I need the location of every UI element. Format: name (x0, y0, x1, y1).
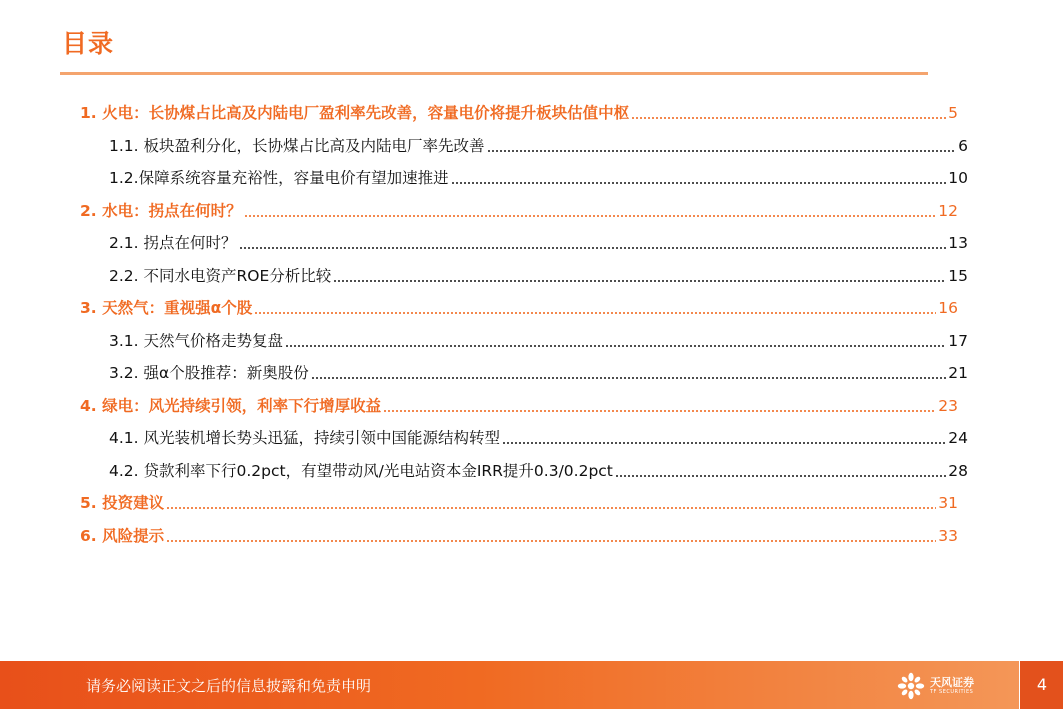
toc-entry-label: 3. 天然气：重视强α个股 (80, 299, 253, 317)
toc-entry-page: 6 (958, 136, 968, 155)
toc-entry-page: 23 (938, 396, 958, 415)
footer-bar (0, 661, 1063, 709)
toc-dot-leader (333, 264, 946, 288)
toc-entry-label: 2.2. 不同水电资产ROE分析比较 (109, 266, 332, 285)
toc-dot-leader (244, 199, 937, 223)
toc-entry-page: 28 (948, 461, 968, 480)
toc-section-entry[interactable] (80, 394, 958, 418)
toc-subsection-entry[interactable] (109, 134, 968, 158)
toc-subsection-entry[interactable] (109, 231, 968, 255)
toc-dot-leader (239, 231, 947, 255)
toc-entry-label: 4. 绿电：风光持续引领，利率下行增厚收益 (80, 396, 382, 415)
toc-dot-leader (451, 166, 947, 190)
company-logo (896, 669, 986, 703)
toc-entry-label: 4.1. 风光装机增长势头迅猛，持续引领中国能源结构转型 (109, 429, 501, 447)
toc-dot-leader (631, 101, 946, 125)
toc-entry-page: 15 (948, 266, 968, 285)
page-title: 目录 (62, 29, 115, 58)
toc-entry-label: 1. 火电：长协煤占比高及内陆电厂盈利率先改善，容量电价将提升板块估值中枢 (80, 104, 630, 122)
toc-section-entry[interactable] (80, 296, 958, 320)
toc-dot-leader (383, 394, 936, 418)
toc-section-entry[interactable] (80, 101, 958, 125)
toc-entry-page: 16 (938, 299, 958, 317)
toc-entry-page: 33 (938, 526, 958, 545)
toc-subsection-entry[interactable] (109, 264, 968, 288)
page-number-box (1019, 661, 1063, 709)
toc-section-entry[interactable] (80, 199, 958, 223)
toc-dot-leader (615, 459, 946, 483)
toc-subsection-entry[interactable] (109, 329, 968, 353)
logo-name-en: TF SECURITIES (930, 689, 974, 695)
toc-section-entry[interactable] (80, 491, 958, 515)
toc-entry-label: 6. 风险提示 (80, 526, 165, 545)
toc-entry-page: 24 (948, 429, 968, 447)
toc-entry-label: 5. 投资建议 (80, 494, 165, 512)
toc-entry-page: 31 (938, 494, 958, 512)
toc-entry-page: 17 (948, 331, 968, 350)
toc-dot-leader (487, 134, 957, 158)
toc-entry-page: 5 (948, 104, 958, 122)
tf-securities-logo-icon (896, 671, 926, 701)
page-number: 4 (1036, 675, 1048, 694)
toc-entry-label: 3.2. 强α个股推荐：新奥股份 (109, 364, 309, 382)
toc-entry-label: 1.2.保障系统容量充裕性，容量电价有望加速推进 (109, 169, 449, 187)
toc-dot-leader (311, 361, 947, 385)
toc-subsection-entry[interactable] (109, 166, 968, 190)
toc-subsection-entry[interactable] (109, 459, 968, 483)
toc-dot-leader (502, 426, 946, 450)
toc-section-entry[interactable] (80, 524, 958, 548)
toc-subsection-entry[interactable] (109, 361, 968, 385)
disclaimer-text: 请务必阅读正文之后的信息披露和免责申明 (86, 677, 372, 695)
toc-entry-page: 12 (938, 201, 958, 220)
toc-entry-label: 2. 水电：拐点在何时？ (80, 201, 242, 220)
toc-dot-leader (254, 296, 936, 320)
toc-entry-label: 1.1. 板块盈利分化，长协煤占比高及内陆电厂率先改善 (109, 136, 485, 155)
toc-entry-label: 2.1. 拐点在何时？ (109, 234, 237, 252)
toc-entry-label: 3.1. 天然气价格走势复盘 (109, 331, 284, 350)
toc-entry-page: 21 (948, 364, 968, 382)
toc-subsection-entry[interactable] (109, 426, 968, 450)
toc-dot-leader (166, 491, 936, 515)
toc-entry-page: 10 (948, 169, 968, 187)
toc-dot-leader (166, 524, 936, 548)
toc-dot-leader (285, 329, 946, 353)
toc-entry-page: 13 (948, 234, 968, 252)
logo-name-cn: 天风证券 (930, 676, 974, 689)
toc-entry-label: 4.2. 贷款利率下行0.2pct，有望带动风/光电站资本金IRR提升0.3/0.2pct (109, 461, 613, 480)
